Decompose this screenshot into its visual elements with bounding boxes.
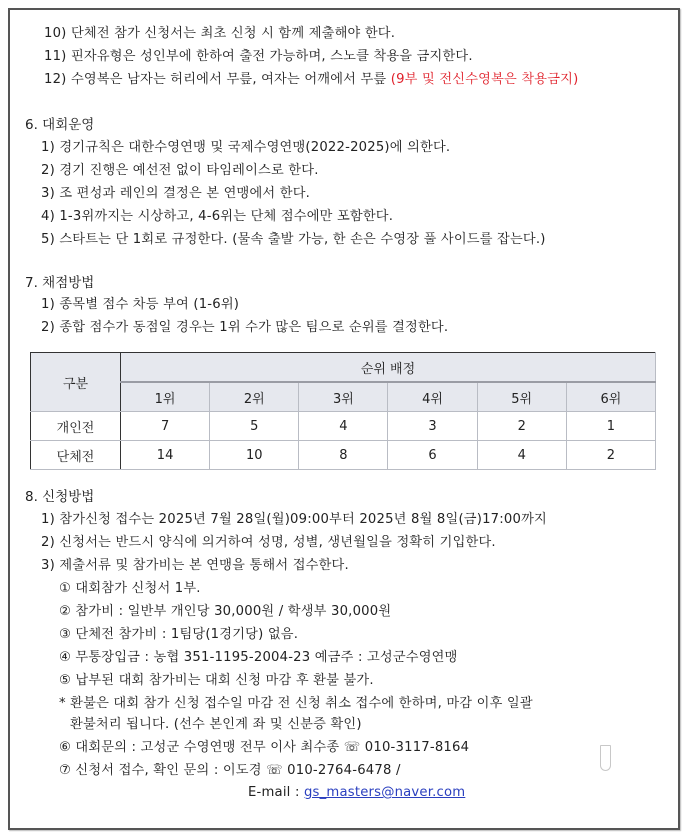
section-7-item: 2) 종합 점수가 동점일 경우는 1위 수가 많은 팀으로 순위를 결정한다. <box>41 320 449 335</box>
table-cell: 1 <box>566 412 655 441</box>
table-cell: 2 <box>566 441 655 470</box>
rule-12 <box>44 71 578 89</box>
column-header: 1위 <box>121 382 210 412</box>
section-6-item: 5) 스타트는 단 1회로 규정한다. (물속 출발 가능, 한 손은 수영장 풀 사이드를 잡는다.) <box>41 232 546 247</box>
table-row <box>31 441 656 470</box>
table-cell: 4 <box>477 441 566 470</box>
scoring-table <box>30 352 656 470</box>
column-header: 2위 <box>210 382 299 412</box>
section-6-item: 4) 1-3위까지는 시상하고, 4-6위는 단체 점수에만 포함한다. <box>41 209 394 224</box>
section-8-subitem: ④ 무통장입금 : 농협 351-1195-2004-23 예금주 : 고성군수영연맹 <box>59 650 458 665</box>
paperclip-icon <box>600 745 611 771</box>
section-7-item: 1) 종목별 점수 차등 부여 (1-6위) <box>41 297 240 312</box>
section-8-item: 2) 신청서는 반드시 양식에 의거하여 성명, 성별, 생년월일을 정확히 기입한다. <box>41 535 496 550</box>
email-line <box>248 784 465 802</box>
table-cell: 5 <box>210 412 299 441</box>
email-link[interactable]: gs_masters@naver.com <box>303 785 466 800</box>
contact-application: ⑦ 신청서 접수, 확인 문의 : 이도경 ☏ 010-2764-6478 / <box>59 763 401 778</box>
row-header-cell: 구분 <box>31 353 121 412</box>
section-6-item: 1) 경기규칙은 대한수영연맹 및 국제수영연맹(2022-2025)에 의한다. <box>41 140 451 155</box>
rule-number: 10) <box>44 26 67 41</box>
swimsuit-warning: (9부 및 전신수영복은 착용금지) <box>390 72 579 87</box>
table-cell: 14 <box>121 441 210 470</box>
section-8-item: 1) 참가신청 접수는 2025년 7월 28일(월)09:00부터 2025년 8월 8일(금)17:00까지 <box>41 512 547 527</box>
section-8-subitem: ② 참가비 : 일반부 개인당 30,000원 / 학생부 30,000원 <box>59 604 392 619</box>
table-cell: 8 <box>299 441 388 470</box>
email-label: E-mail : <box>248 785 304 800</box>
table-cell: 4 <box>299 412 388 441</box>
section-7-title: 7. 채점방법 <box>25 275 95 291</box>
rule-11 <box>44 48 473 66</box>
section-6-item: 3) 조 편성과 레인의 결정은 본 연맹에서 한다. <box>41 186 311 201</box>
table-cell: 3 <box>388 412 477 441</box>
row-label: 개인전 <box>31 412 121 441</box>
refund-note-cont: 환불처리 됩니다. (선수 본인계 좌 및 신분증 확인) <box>70 717 362 732</box>
section-6-item: 2) 경기 진행은 예선전 없이 타임레이스로 한다. <box>41 163 319 178</box>
rule-10 <box>44 25 395 43</box>
section-8-subitem: ③ 단체전 참가비 : 1팀당(1경기당) 없음. <box>59 627 299 642</box>
section-8-subitem: ① 대회참가 신청서 1부. <box>59 581 201 596</box>
group-header-cell: 순위 배정 <box>121 353 656 383</box>
column-header: 4위 <box>388 382 477 412</box>
refund-note: * 환불은 대회 참가 신청 접수일 마감 전 신청 취소 접수에 한하며, 마감 이후 일괄 <box>59 696 533 711</box>
table-row <box>31 412 656 441</box>
section-6-title: 6. 대회운영 <box>25 117 95 133</box>
section-8-title: 8. 신청방법 <box>25 489 95 505</box>
row-label: 단체전 <box>31 441 121 470</box>
column-header: 5위 <box>477 382 566 412</box>
section-8-item: 3) 제출서류 및 참가비는 본 연맹을 통해서 접수한다. <box>41 558 349 573</box>
rule-text: 핀자유형은 성인부에 한하여 출전 가능하며, 스노클 착용을 금지한다. <box>70 49 473 64</box>
column-header: 3위 <box>299 382 388 412</box>
rule-text: 단체전 참가 신청서는 최초 신청 시 함께 제출해야 한다. <box>70 26 396 41</box>
contact-inquiry: ⑥ 대회문의 : 고성군 수영연맹 전무 이사 최수종 ☏ 010-3117-8164 <box>59 740 470 755</box>
rule-text: 수영복은 남자는 허리에서 무릎, 여자는 어깨에서 무릎 <box>70 72 391 87</box>
table-cell: 2 <box>477 412 566 441</box>
table-cell: 6 <box>388 441 477 470</box>
rule-number: 12) <box>44 72 67 87</box>
table-cell: 7 <box>121 412 210 441</box>
column-header: 6위 <box>566 382 655 412</box>
rule-number: 11) <box>44 49 67 64</box>
section-8-subitem: ⑤ 납부된 대회 참가비는 대회 신청 마감 후 환불 불가. <box>59 673 374 688</box>
table-cell: 10 <box>210 441 299 470</box>
